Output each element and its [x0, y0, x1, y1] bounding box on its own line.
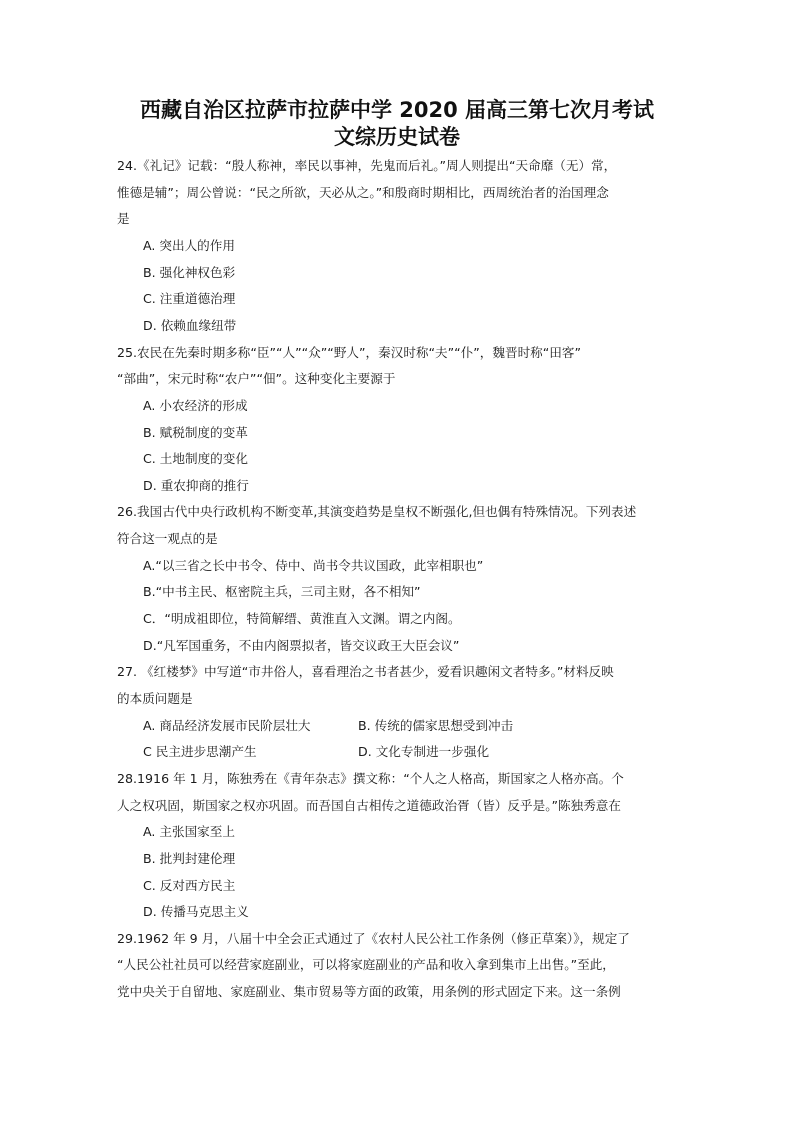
question-28-option-a: A. 主张国家至上 [143, 824, 235, 839]
question-28-option-b: B. 批判封建伦理 [143, 851, 236, 866]
question-24-option-d: D. 依赖血缘纽带 [143, 318, 237, 333]
question-24-stem-line: 是 [117, 211, 130, 226]
question-24-option-a: A. 突出人的作用 [143, 238, 235, 253]
question-28-option-d: D. 传播马克思主义 [143, 904, 249, 919]
question-25-option-c: C. 土地制度的变化 [143, 451, 248, 466]
question-25-option-a: A. 小农经济的形成 [143, 398, 248, 413]
question-26-option-c: C．“明成祖即位，特简解缙、黄淮直入文渊。谓之内阁。 [143, 611, 461, 626]
question-27-stem-line: 27. 《红楼梦》中写道“市井俗人，喜看理治之书者甚少，爱看识趣闲文者特多。”材料反映 [117, 664, 614, 679]
question-29-stem-line: 29.1962 年 9 月，八届十中全会正式通过了《农村人民公社工作条例（修正草案）》，规定了 [117, 931, 630, 946]
question-28-stem-line: 人之权巩固，斯国家之权亦巩固。而吾国自古相传之道德政治胥（皆）反乎是。”陈独秀意在 [117, 798, 621, 813]
question-24-option-b: B. 强化神权色彩 [143, 265, 236, 280]
question-26-option-d: D.“凡军国重务，不由内阁票拟者，皆交议政王大臣会议” [143, 638, 460, 653]
question-24-option-c: C. 注重道德治理 [143, 291, 236, 306]
question-24-stem-line: 24.《礼记》记载：“殷人称神，率民以事神，先鬼而后礼。”周人则提出“天命靡（无）常， [117, 158, 617, 173]
question-24-stem-line: 惟德是辅”；周公曾说：“民之所欲，天必从之。”和殷商时期相比，西周统治者的治国理念 [117, 185, 609, 200]
question-29-stem-line: “人民公社社员可以经营家庭副业，可以将家庭副业的产品和收入拿到集市上出售。”至此， [117, 957, 615, 972]
question-27-option-a: A. 商品经济发展市民阶层壮大 [143, 718, 311, 733]
question-25-stem-line: “部曲”，宋元时称“农户”“佃”。这种变化主要源于 [117, 371, 396, 386]
question-28-stem-line: 28.1916 年 1 月，陈独秀在《青年杂志》撰文称：“个人之人格高，斯国家之人格亦高。个 [117, 771, 624, 786]
page-title: 西藏自治区拉萨市拉萨中学 2020 届高三第七次月考试 [139, 98, 655, 122]
question-29-stem-line: 党中央关于自留地、家庭副业、集市贸易等方面的政策，用条例的形式固定下来。这一条例 [117, 984, 621, 999]
question-25-option-d: D. 重农抑商的推行 [143, 478, 249, 493]
question-26-option-b: B.“中书主民、枢密院主兵，三司主财，各不相知” [143, 584, 421, 599]
question-27-option-d: D. 文化专制进一步强化 [358, 744, 490, 759]
question-26-stem-line: 26.我国古代中央行政机构不断变革,其演变趋势是皇权不断强化,但也偶有特殊情况。下列表述 [117, 504, 637, 519]
question-27-option-b: B. 传统的儒家思想受到冲击 [358, 718, 514, 733]
question-28-option-c: C. 反对西方民主 [143, 878, 236, 893]
question-26-stem-line: 符合这一观点的是 [117, 531, 218, 546]
question-25-stem-line: 25.农民在先秦时期多称“臣”“人”“众”“野人”，秦汉时称“夫”“仆”，魏晋时称“田客” [117, 345, 581, 360]
question-27-stem-line: 的本质问题是 [117, 691, 193, 706]
question-27-option-c: C 民主进步思潮产生 [143, 744, 257, 759]
question-25-option-b: B. 赋税制度的变革 [143, 425, 248, 440]
question-26-option-a: A.“以三省之长中书令、侍中、尚书令共议国政，此宰相职也” [143, 558, 484, 573]
page-subtitle: 文综历史试卷 [334, 125, 460, 149]
